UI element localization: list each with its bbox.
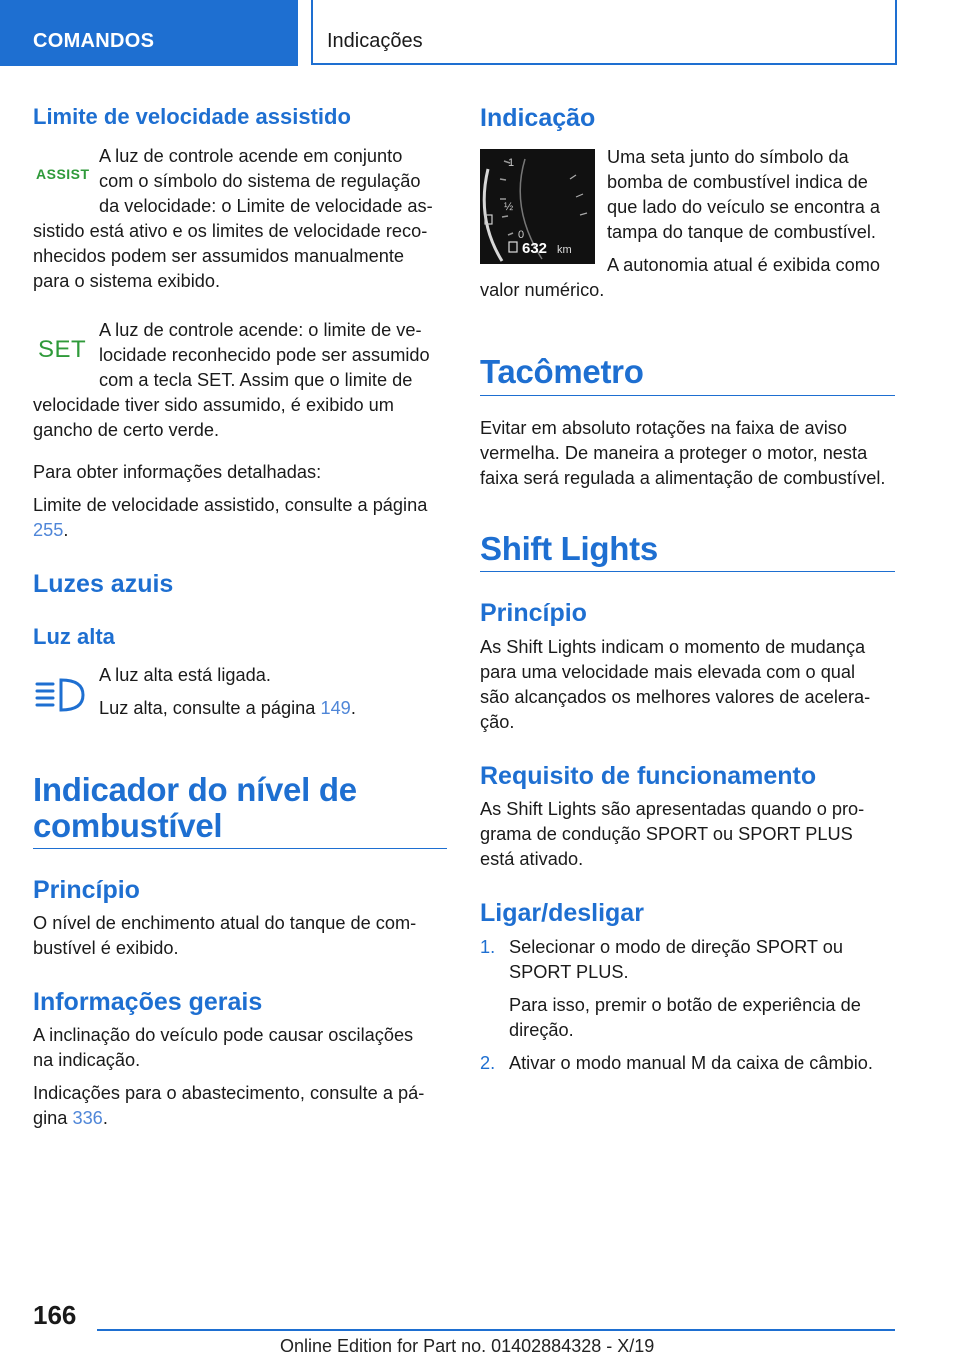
high-beam-icon: [33, 676, 85, 719]
heading-requirement: Requisito de funcionamento: [480, 762, 817, 790]
indication-text-line-2: bomba de combustível indica de: [607, 172, 868, 192]
refuel-reference-line-1: Indicações para o abastecimento, consulte a pá-: [33, 1083, 425, 1103]
gauge-label-empty: 0: [518, 229, 525, 241]
page-link-149[interactable]: 149: [320, 698, 351, 718]
general-info-line-2: na indicação.: [33, 1050, 141, 1070]
chapter-tab: [311, 0, 897, 65]
step-1-line-1: Selecionar o modo de direção SPORT ou: [509, 937, 843, 957]
shift-principle-line-1: As Shift Lights indicam o momento de mudança: [480, 637, 866, 657]
step-2-number: 2.: [480, 1053, 496, 1073]
heading-indication: Indicação: [480, 104, 596, 132]
gauge-label-full: 1: [508, 157, 515, 169]
requirement-line-2: grama de condução SPORT ou SPORT PLUS: [480, 824, 853, 844]
high-beam-text: A luz alta está ligada.: [99, 665, 271, 685]
fuel-principle-line-2: bustível é exibido.: [33, 938, 179, 958]
assist-text-line-3: da velocidade: o Limite de velocidade as-: [99, 196, 433, 216]
heading-high-beam: Luz alta: [33, 624, 115, 649]
info-reference-line-2: 255.: [33, 520, 69, 540]
fuel-gauge-image: [480, 149, 595, 264]
set-text-line-3: com a tecla SET. Assim que o limite de: [99, 370, 413, 390]
heading-general-info: Informações gerais: [33, 988, 263, 1016]
title-rule: [33, 848, 447, 849]
fuel-principle-line-1: O nível de enchimento atual do tanque de com-: [33, 913, 417, 933]
set-text-line-2: locidade reconhecido pode ser assumido: [99, 345, 430, 365]
indication-text-line-4: tampa do tanque de combustível.: [607, 222, 876, 242]
shift-principle-line-4: ção.: [480, 712, 515, 732]
title-shift-lights: Shift Lights: [480, 530, 658, 567]
shift-principle-line-3: são alcançados os melhores valores de acelera-: [480, 687, 871, 707]
heading-assisted-speed-limit: Limite de velocidade assistido: [33, 104, 351, 129]
range-text-line-2: valor numérico.: [480, 280, 605, 300]
section-title: COMANDOS: [33, 30, 155, 52]
refuel-reference-line-2: gina 336.: [33, 1108, 108, 1128]
page-number: 166: [33, 1300, 77, 1330]
page-link-255[interactable]: 255: [33, 520, 64, 540]
range-text-line-1: A autonomia atual é exibida como: [607, 255, 880, 275]
title-tachometer: Tacômetro: [480, 353, 644, 390]
gauge-range-value: 632: [522, 240, 548, 257]
chapter-title: Indicações: [327, 30, 423, 52]
set-text-line-1: A luz de controle acende: o limite de ve-: [99, 320, 422, 340]
assist-text-line-4: sistido está ativo e os limites de velocidade reco-: [33, 221, 428, 241]
set-indicator-icon: SET: [38, 336, 87, 363]
step-2-text: Ativar o modo manual M da caixa de câmbio.: [509, 1053, 873, 1073]
title-fuel-gauge-line-2: combustível: [33, 807, 223, 844]
assist-indicator-icon: ASSIST: [36, 166, 90, 182]
shift-principle-line-2: para uma velocidade mais elevada com o qual: [480, 662, 856, 682]
heading-shift-principle: Princípio: [480, 599, 587, 627]
info-reference: Limite de velocidade assistido, consulte a página: [33, 495, 428, 515]
heading-on-off: Ligar/desligar: [480, 899, 644, 927]
set-text-line-5: gancho de certo verde.: [33, 420, 220, 440]
step-1-note-line-1: Para isso, premir o botão de experiência de: [509, 995, 861, 1015]
assist-text-line-1: A luz de controle acende em conjunto: [99, 146, 403, 166]
set-text-line-4: velocidade tiver sido assumido, é exibido um: [33, 395, 394, 415]
step-1-note-line-2: direção.: [509, 1020, 574, 1040]
heading-fuel-principle: Princípio: [33, 876, 140, 904]
tachometer-rule: [480, 395, 895, 396]
edition-note: Online Edition for Part no. 01402884328 - X/19: [280, 1336, 655, 1356]
high-beam-reference: Luz alta, consulte a página 149.: [99, 698, 356, 718]
heading-blue-lights: Luzes azuis: [33, 570, 174, 598]
requirement-line-1: As Shift Lights são apresentadas quando o pro-: [480, 799, 865, 819]
gauge-label-half: ½: [504, 201, 514, 213]
assist-text-line-5: nhecidos podem ser assumidos manualmente: [33, 246, 405, 266]
step-1-line-2: SPORT PLUS.: [509, 962, 629, 982]
tachometer-text-line-3: faixa será regulada a alimentação de combustível.: [480, 468, 886, 488]
indication-text-line-3: que lado do veículo se encontra a: [607, 197, 881, 217]
step-1-number: 1.: [480, 937, 496, 957]
gauge-range-unit: km: [557, 244, 572, 256]
assist-text-line-2: com o símbolo do sistema de regulação: [99, 171, 421, 191]
info-intro: Para obter informações detalhadas:: [33, 462, 322, 482]
indication-text-line-1: Uma seta junto do símbolo da: [607, 147, 849, 167]
requirement-line-3: está ativado.: [480, 849, 584, 869]
page-link-336[interactable]: 336: [72, 1108, 103, 1128]
footer-rule: [97, 1329, 895, 1331]
tachometer-text-line-1: Evitar em absoluto rotações na faixa de aviso: [480, 418, 847, 438]
shift-lights-rule: [480, 571, 895, 572]
title-fuel-gauge-line-1: Indicador do nível de: [33, 771, 357, 808]
section-tab: [0, 0, 298, 66]
general-info-line-1: A inclinação do veículo pode causar oscilações: [33, 1025, 414, 1045]
tachometer-text-line-2: vermelha. De maneira a proteger o motor, nesta: [480, 443, 868, 463]
assist-text-line-6: para o sistema exibido.: [33, 271, 221, 291]
